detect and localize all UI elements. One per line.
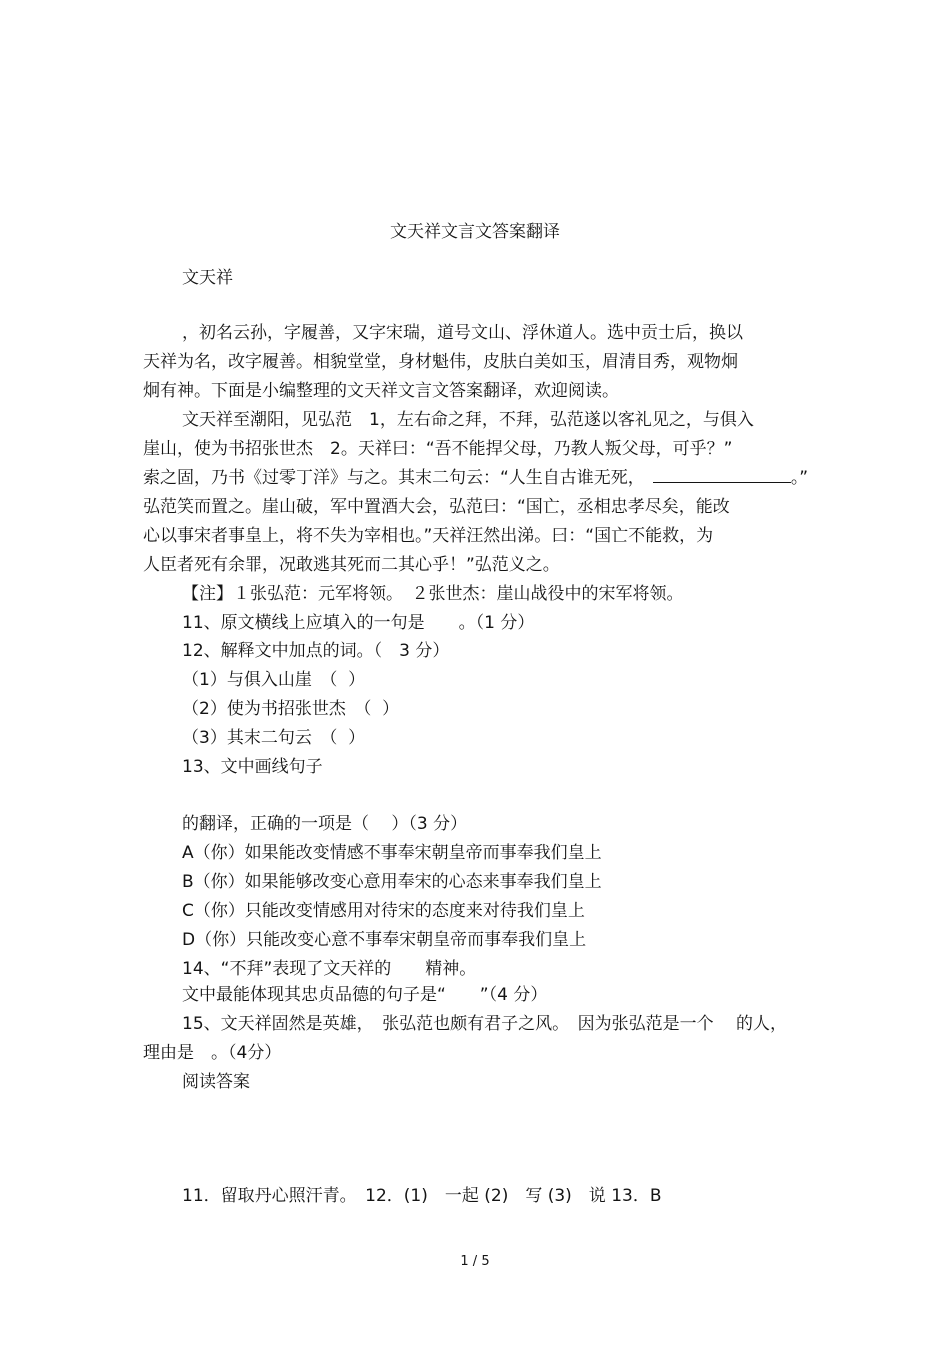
intro-line: 天祥为名，改字履善。相貌堂堂，身材魁伟，皮肤白美如玉，眉清目秀，观物炯 — [143, 352, 738, 372]
question-line: 文中最能体现其忠贞品德的句子是“ ”（4 分） — [182, 985, 548, 1005]
answers-heading: 阅读答案 — [182, 1072, 250, 1092]
option-c: C（你）只能改变情感用对待宋的态度来对待我们皇上 — [182, 901, 585, 921]
question-line: 12、解释文中加点的词。（ 3 分） — [182, 641, 450, 661]
passage-line-text: 索之固，乃书《过零丁洋》与之。其末二句云：“人生自古谁无死， — [143, 468, 645, 488]
passage-line — [143, 467, 808, 489]
question-line: 理由是 。（4分） — [143, 1043, 282, 1063]
passage-line: 崖山，使为书招张世杰 2。天祥曰：“吾不能捍父母，乃教人叛父母，可乎？” — [143, 439, 733, 459]
question-line: 的翻译，正确的一项是（ ）（3 分） — [182, 814, 468, 834]
passage-line: 文天祥至潮阳，见弘范 1，左右命之拜，不拜，弘范遂以客礼见之，与俱入 — [182, 410, 754, 430]
question-line: 13、文中画线句子 — [182, 757, 323, 777]
fill-in-blank — [653, 467, 791, 483]
question-line: （1）与俱入山崖 （ ） — [182, 670, 366, 690]
passage-line: 心以事宋者事皇上，将不失为宰相也。”天祥汪然出涕。曰：“国亡不能救，为 — [143, 526, 714, 546]
passage-line: 弘范笑而置之。崖山破，军中置酒大会，弘范曰：“国亡，丞相忠孝尽矣，能改 — [143, 497, 730, 517]
option-d: D（你）只能改变心意不事奉宋朝皇帝而事奉我们皇上 — [182, 930, 587, 950]
option-a: A（你）如果能改变情感不事奉宋朝皇帝而事奉我们皇上 — [182, 843, 602, 863]
question-line: 14、“不拜”表现了文天祥的 精神。 — [182, 959, 477, 979]
subtitle: 文天祥 — [182, 268, 233, 288]
passage-line: 人臣者死有余罪，况敢逃其死而二其心乎！”弘范义之。 — [143, 555, 560, 575]
question-line: 15、文天祥固然是英雄， 张弘范也颇有君子之风。 因为张弘范是一个 的人， — [182, 1014, 788, 1034]
question-line: 11、原文横线上应填入的一句是 。（1 分） — [182, 613, 535, 633]
note: 【注】１张弘范：元军将领。 ２张世杰：崖山战役中的宋军将领。 — [182, 584, 684, 604]
page-number: 1 / 5 — [460, 1254, 490, 1269]
option-b: B（你）如果能够改变心意用奉宋的心态来事奉我们皇上 — [182, 872, 602, 892]
answers-line: 11．留取丹心照汗青。 12．(1) 一起 (2) 写 (3) 说 13．B — [182, 1186, 662, 1206]
intro-line: 炯有神。下面是小编整理的文天祥文言文答案翻译，欢迎阅读。 — [143, 381, 619, 401]
intro-line: ，初名云孙，字履善，又字宋瑞，道号文山、浮休道人。选中贡士后，换以 — [182, 323, 743, 343]
question-line: （2）使为书招张世杰 （ ） — [182, 699, 400, 719]
question-line: （3）其末二句云 （ ） — [182, 728, 366, 748]
page-title: 文天祥文言文答案翻译 — [390, 222, 560, 242]
passage-line-tail: 。” — [790, 468, 809, 488]
